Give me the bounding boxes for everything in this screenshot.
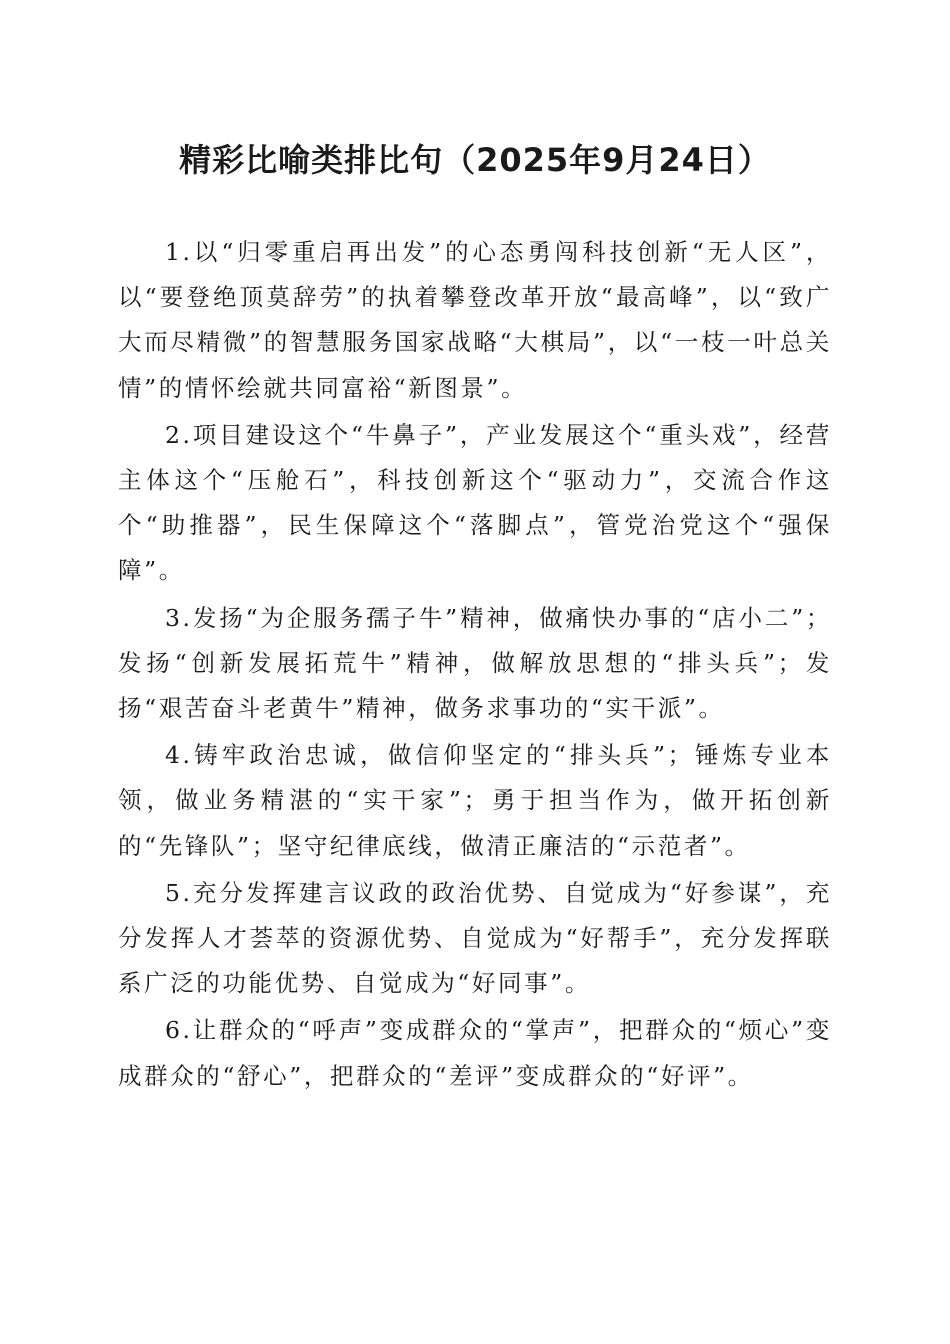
paragraph-1: 1.以“归零重启再出发”的心态勇闯科技创新“无人区”，以“要登绝顶莫辞劳”的执着攀登改革开放“最高峰”，以“致广大而尽精微”的智慧服务国家战略“大棋局”，以“一枝一叶总关情”的情怀绘就共同富裕“新图景”。	[118, 238, 832, 402]
paragraph-3: 3.发扬“为企服务孺子牛”精神，做痛快办事的“店小二”；发扬“创新发展拓荒牛”精神，做解放思想的“排头兵”；发扬“艰苦奋斗老黄牛”精神，做务求事功的“实干派”。	[118, 603, 832, 723]
paragraph-2: 2.项目建设这个“牛鼻子”，产业发展这个“重头戏”，经营主体这个“压舱石”，科技创新这个“驱动力”，交流合作这个“助推器”，民生保障这个“落脚点”，管党治党这个“强保障”。	[118, 420, 832, 585]
paragraph-6: 6.让群众的“呼声”变成群众的“掌声”，把群众的“烦心”变成群众的“舒心”，把群众的“差评”变成群众的“好评”。	[118, 1016, 832, 1090]
document-body	[118, 230, 832, 1101]
page-title: 精彩比喻类排比句（2025年9月24日）	[179, 141, 771, 179]
paragraph-4: 4.铸牢政治忠诚，做信仰坚定的“排头兵”；锤炼专业本领，做业务精湛的“实干家”；勇于担当作为，做开拓创新的“先锋队”；坚守纪律底线，做清正廉洁的“示范者”。	[118, 741, 832, 860]
paragraph-5: 5.充分发挥建言议政的政治优势、自觉成为“好参谋”，充分发挥人才荟萃的资源优势、自觉成为“好帮手”，充分发挥联系广泛的功能优势、自觉成为“好同事”。	[118, 878, 832, 998]
